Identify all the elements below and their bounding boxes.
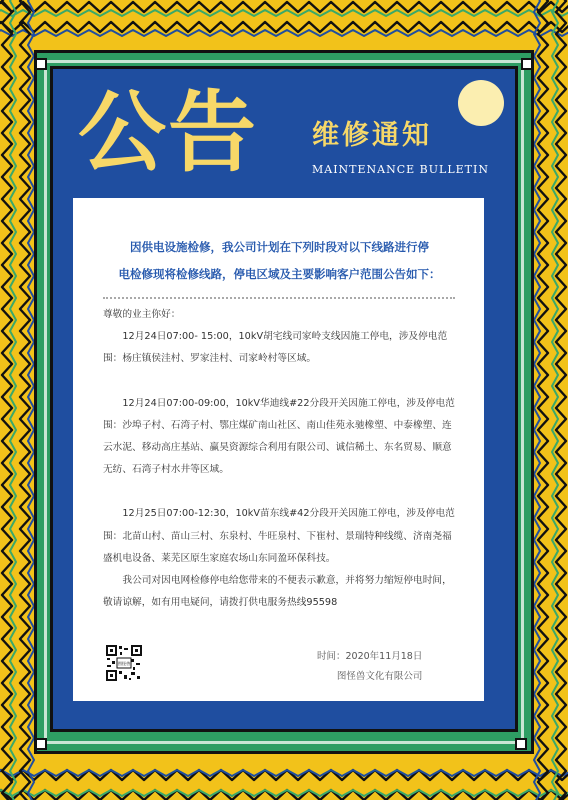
notice-lead [97,234,462,288]
outage-item-3: 12月25日07:00-12:30，10kV苗东线#42分段开关因施工停电，涉及停电范围：北苗山村、苗山三村、东泉村、牛旺泉村、下崔村、景瑞特种线缆、济南尧福盛机电设备、莱芜区原生家庭农场山东同盈环保科技。 [103,508,455,564]
poster-title: 公告 [78,81,259,184]
outage-item-2: 12月24日07:00-09:00，10kV华迪线#22分段开关因施工停电，涉及停电范围：沙埠子村、石湾子村、鄂庄煤矿南山社区、南山佳苑永驰橡塑、中泰橡塑、连云水泥、移动高庄基站、赢昊资源综合利用有限公司、诚信稀土、东名贸易、顺意无纺、石湾子村水井等区域。 [103,397,455,476]
corner-square-top-right [521,58,533,70]
greeting: 尊敬的业主你好： [103,309,181,320]
notice-body [103,304,459,614]
closing-statement: 我公司对因电网检修停电给您带来的不便表示歉意，并将努力缩短停电时间，敬请谅解，如有用电疑问，请拨打供电服务热线95598 [103,575,452,609]
corner-square-top-left [35,58,47,70]
notice-footer [317,647,422,687]
outage-item-1: 12月24日07:00- 15:00，10kV胡宅线司家岭支线因施工停电，涉及停电范围：杨庄镇侯洼村、罗家洼村、司家岭村等区域。 [103,331,448,365]
lead-line-2: 电检修现将检修线路，停电区域及主要影响客户范围公告如下： [118,267,441,281]
notice-date: 时间：2020年11月18日 [317,651,423,662]
corner-square-bottom-left [35,738,47,750]
qr-center-label: 图怪兽 [117,661,131,666]
poster-subtitle: 维修通知 [312,120,432,151]
sun-circle-decoration [458,80,504,126]
qr-code[interactable] [105,644,143,682]
dotted-divider [103,297,455,299]
notice-card [73,198,484,701]
company-name: 图怪兽文化有限公司 [336,671,423,682]
corner-square-bottom-right [515,738,527,750]
lead-line-1: 因供电设施检修，我公司计划在下列时段对以下线路进行停 [130,240,429,254]
poster-subtitle-english: MAINTENANCE BULLETIN [312,163,489,176]
